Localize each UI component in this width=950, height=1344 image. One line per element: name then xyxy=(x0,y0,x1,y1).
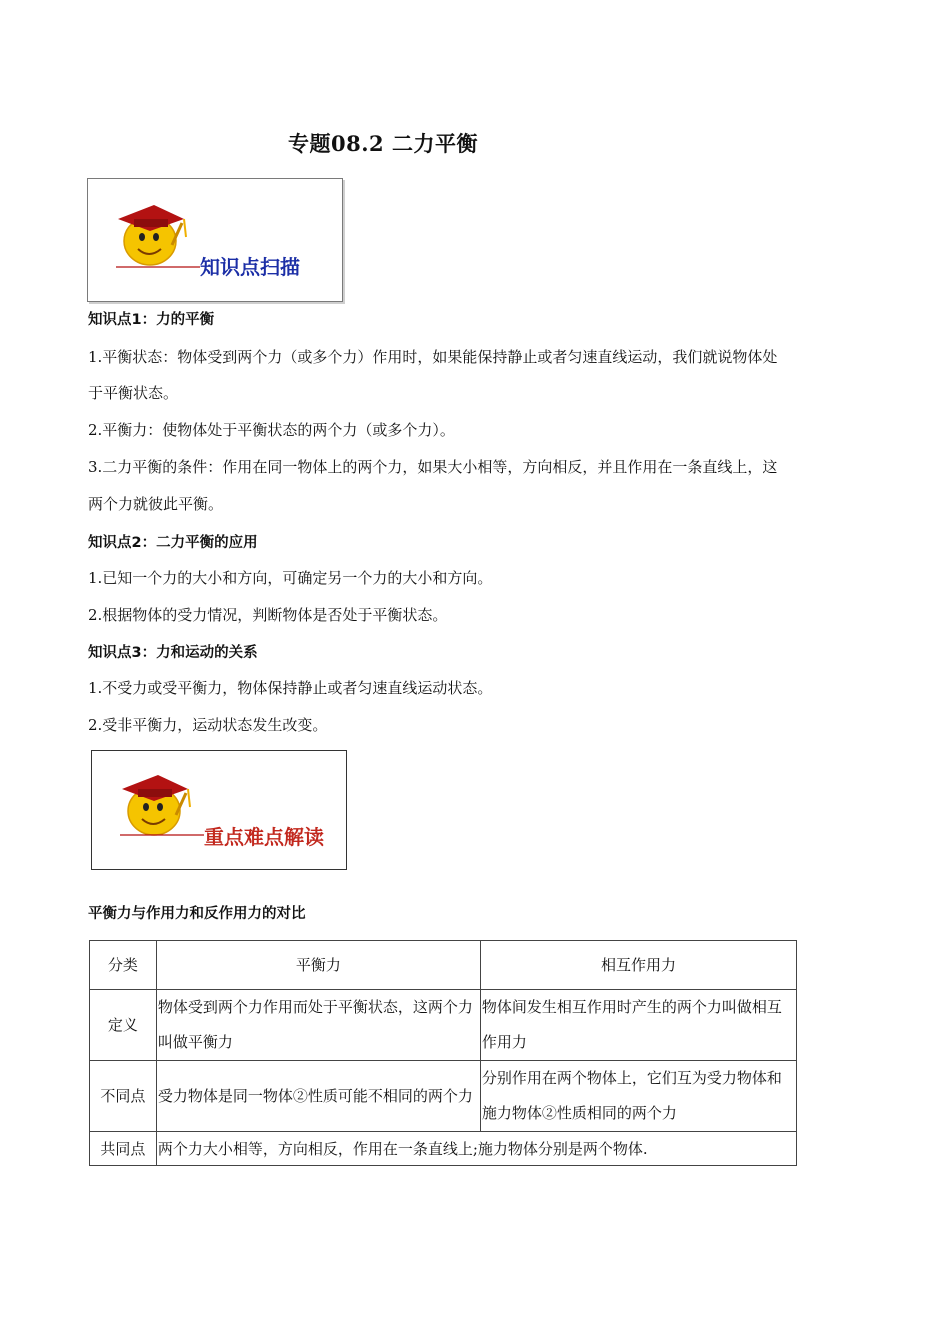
table-row xyxy=(90,1061,797,1132)
table-cell: 分别作用在两个物体上，它们互为受力物体和施力物体②性质相同的两个力 xyxy=(480,1061,796,1132)
graduate-smiley-icon xyxy=(88,179,342,301)
page-title: 专题08.2 二力平衡 xyxy=(288,131,478,156)
paragraph-line: 1.已知一个力的大小和方向，可确定另一个力的大小和方向。 xyxy=(88,569,493,587)
banner-label: 重点难点解读 xyxy=(204,825,324,849)
paragraph-line: 于平衡状态。 xyxy=(88,384,179,402)
table-heading: 平衡力与作用力和反作用力的对比 xyxy=(88,906,306,922)
paragraph-line: 2.平衡力：使物体处于平衡状态的两个力（或多个力）。 xyxy=(88,421,455,439)
section-heading: 知识点3：力和运动的关系 xyxy=(88,645,258,661)
table-cell: 物体受到两个力作用而处于平衡状态，这两个力叫做平衡力 xyxy=(156,990,480,1061)
table-header-row xyxy=(90,941,797,990)
key-points-banner xyxy=(91,750,347,870)
paragraph-line: 1.不受力或受平衡力，物体保持静止或者匀速直线运动状态。 xyxy=(88,679,493,697)
header-cell: 分类 xyxy=(90,941,157,990)
table-cell: 两个力大小相等，方向相反，作用在一条直线上;施力物体分别是两个物体. xyxy=(156,1132,796,1166)
table-row xyxy=(90,1132,797,1166)
banner-label: 知识点扫描 xyxy=(200,255,300,279)
paragraph-line: 2.受非平衡力，运动状态发生改变。 xyxy=(88,716,328,734)
paragraph-line: 1.平衡状态：物体受到两个力（或多个力）作用时，如果能保持静止或者匀速直线运动，我们就说物体处 xyxy=(88,348,778,366)
table-row xyxy=(90,990,797,1061)
row-label-cell: 共同点 xyxy=(90,1132,157,1166)
graduate-smiley-icon xyxy=(92,751,346,869)
row-label-cell: 定义 xyxy=(90,990,157,1061)
section-heading: 知识点1：力的平衡 xyxy=(88,312,215,328)
section-heading: 知识点2：二力平衡的应用 xyxy=(88,535,258,551)
row-label-cell: 不同点 xyxy=(90,1061,157,1132)
paragraph-line: 3.二力平衡的条件：作用在同一物体上的两个力，如果大小相等，方向相反，并且作用在一条直线上，这 xyxy=(88,458,778,476)
table-cell: 物体间发生相互作用时产生的两个力叫做相互作用力 xyxy=(480,990,796,1061)
comparison-table xyxy=(89,940,797,1166)
header-cell: 平衡力 xyxy=(156,941,480,990)
table-cell: 受力物体是同一物体②性质可能不相同的两个力 xyxy=(156,1061,480,1132)
paragraph-line: 2.根据物体的受力情况，判断物体是否处于平衡状态。 xyxy=(88,606,448,624)
paragraph-line: 两个力就彼此平衡。 xyxy=(88,495,224,513)
knowledge-scan-banner xyxy=(87,178,343,302)
header-cell: 相互作用力 xyxy=(480,941,796,990)
